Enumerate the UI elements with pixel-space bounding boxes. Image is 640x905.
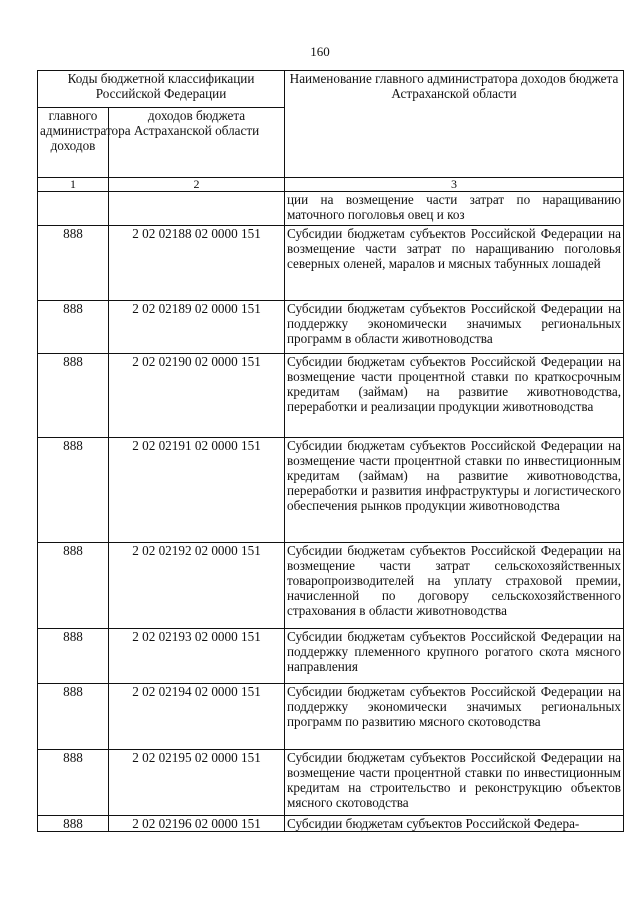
name-cell: Субсидии бюджетам субъектов Российской Федерации на возмещение части процентной ставки по инвестиционным кредитам на строительство и реконструкцию объектов мясного скотоводства bbox=[285, 750, 624, 816]
header-row-1 bbox=[38, 71, 624, 108]
page-number: 160 bbox=[310, 44, 330, 59]
table-row bbox=[38, 543, 624, 629]
name-cell: Субсидии бюджетам субъектов Российской Федерации на поддержку экономически значимых региональных программ по развитию мясного скотоводства bbox=[285, 684, 624, 750]
column-number: 3 bbox=[285, 178, 624, 192]
table-row bbox=[38, 438, 624, 543]
admin-code-cell: 888 bbox=[38, 684, 109, 750]
column-number: 2 bbox=[109, 178, 285, 192]
header-codes-group: Коды бюджетной классификации Российской Федерации bbox=[38, 71, 285, 108]
admin-code-cell: 888 bbox=[38, 301, 109, 354]
header-name-column: Наименование главного администратора доходов бюджета Астраханской области bbox=[285, 71, 624, 178]
table-row bbox=[38, 354, 624, 438]
admin-code-cell: 888 bbox=[38, 438, 109, 543]
income-code-cell bbox=[109, 192, 285, 226]
table-row bbox=[38, 192, 624, 226]
admin-code-cell: 888 bbox=[38, 543, 109, 629]
income-code-cell: 2 02 02190 02 0000 151 bbox=[109, 354, 285, 438]
name-cell: Субсидии бюджетам субъектов Российской Федерации на возмещение части процентной ставки по краткосрочным кредитам (займам) на развитие животноводства, переработки и реализации продукции животноводства bbox=[285, 354, 624, 438]
header-admin-column: главного администратора доходов bbox=[38, 108, 109, 178]
income-code-cell: 2 02 02194 02 0000 151 bbox=[109, 684, 285, 750]
admin-code-cell bbox=[38, 192, 109, 226]
name-cell: Субсидии бюджетам субъектов Российской Федерации на поддержку племенного крупного рогатого скота мясного направления bbox=[285, 629, 624, 684]
table-row bbox=[38, 684, 624, 750]
income-code-cell: 2 02 02189 02 0000 151 bbox=[109, 301, 285, 354]
admin-code-cell: 888 bbox=[38, 354, 109, 438]
column-number: 1 bbox=[38, 178, 109, 192]
admin-code-cell: 888 bbox=[38, 816, 109, 832]
table-row bbox=[38, 301, 624, 354]
admin-code-cell: 888 bbox=[38, 629, 109, 684]
income-code-cell: 2 02 02193 02 0000 151 bbox=[109, 629, 285, 684]
table-row bbox=[38, 629, 624, 684]
header-income-column: доходов бюджета Астраханской области bbox=[109, 108, 285, 178]
budget-classification-table bbox=[37, 70, 624, 832]
table-row bbox=[38, 816, 624, 832]
name-cell: Субсидии бюджетам субъектов Российской Федерации на возмещение части затрат по наращиванию поголовья северных оленей, маралов и мясных табунных лошадей bbox=[285, 226, 624, 301]
admin-code-cell: 888 bbox=[38, 750, 109, 816]
name-cell: Субсидии бюджетам субъектов Российской Федерации на возмещение части процентной ставки по инвестиционным кредитам (займам) на развитие животноводства, переработки и развития инфраструктуры и логистического обеспечения рынков продукции животноводства bbox=[285, 438, 624, 543]
table-row bbox=[38, 226, 624, 301]
name-cell: ции на возмещение части затрат по наращиванию маточного поголовья овец и коз bbox=[285, 192, 624, 226]
name-cell: Субсидии бюджетам субъектов Российской Федера- bbox=[285, 816, 624, 832]
column-number-row bbox=[38, 178, 624, 192]
name-cell: Субсидии бюджетам субъектов Российской Федерации на поддержку экономически значимых региональных программ в области животноводства bbox=[285, 301, 624, 354]
income-code-cell: 2 02 02195 02 0000 151 bbox=[109, 750, 285, 816]
income-code-cell: 2 02 02191 02 0000 151 bbox=[109, 438, 285, 543]
income-code-cell: 2 02 02196 02 0000 151 bbox=[109, 816, 285, 832]
name-cell: Субсидии бюджетам субъектов Российской Федерации на возмещение части затрат сельскохозяйственных товаропроизводителей на уплату страховой премии, начисленной по договору сельскохозяйственного страхования в области животноводства bbox=[285, 543, 624, 629]
table-row bbox=[38, 750, 624, 816]
income-code-cell: 2 02 02192 02 0000 151 bbox=[109, 543, 285, 629]
income-code-cell: 2 02 02188 02 0000 151 bbox=[109, 226, 285, 301]
admin-code-cell: 888 bbox=[38, 226, 109, 301]
